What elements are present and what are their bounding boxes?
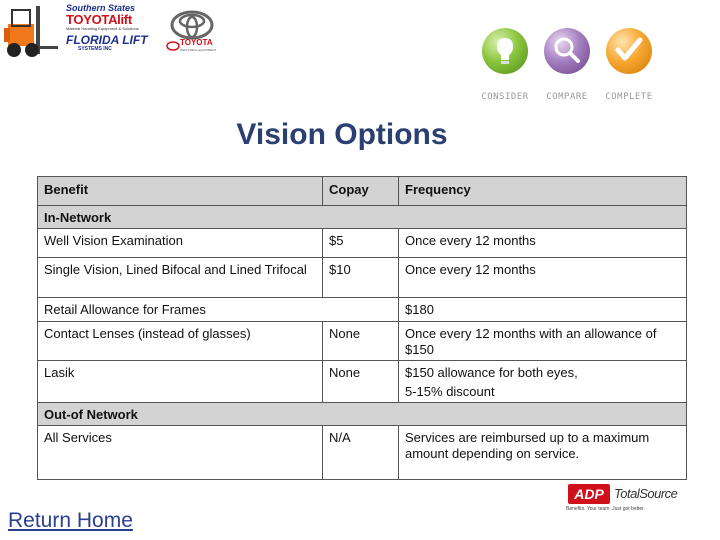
header-frequency: Frequency xyxy=(398,177,686,205)
lightbulb-icon xyxy=(482,28,528,74)
table-row xyxy=(37,298,687,322)
in-network-label: In-Network xyxy=(44,210,112,225)
step-consider xyxy=(478,28,532,102)
benefit-cell: Contact Lenses (instead of glasses) xyxy=(44,326,251,341)
copay-cell: N/A xyxy=(322,426,398,479)
merged-allowance-cell: $180 xyxy=(398,298,686,321)
toyota-bottom-name: TOYOTA xyxy=(180,38,213,47)
vision-options-table xyxy=(37,176,687,480)
table-row xyxy=(37,229,687,258)
section-in-network xyxy=(37,206,687,229)
copay-cell: $5 xyxy=(322,229,398,257)
magnifier-icon xyxy=(544,28,590,74)
florida-lift-name: FLORIDA LIFT xyxy=(66,33,148,47)
southern-states-name: Southern States xyxy=(66,3,136,13)
frequency-cell: Once every 12 months with an allowance of $150 xyxy=(398,322,686,360)
section-out-of-network xyxy=(37,403,687,426)
merged-spacer xyxy=(322,298,398,321)
copay-cell: None xyxy=(322,361,398,402)
frequency-cell xyxy=(398,361,686,402)
toyotalift-name: TOYOTAlift xyxy=(66,12,132,27)
frequency-cell: Once every 12 months xyxy=(398,229,686,257)
benefit-cell: Single Vision, Lined Bifocal and Lined Trifocal xyxy=(44,262,307,277)
process-steps xyxy=(478,28,658,108)
adp-mark: ADP xyxy=(568,484,610,504)
copay-cell: $10 xyxy=(322,258,398,297)
step-complete xyxy=(602,28,656,102)
checkmark-icon xyxy=(606,28,652,74)
out-network-label: Out-of Network xyxy=(44,407,138,422)
table-row xyxy=(37,258,687,298)
frequency-line: 5-15% discount xyxy=(405,384,495,399)
frequency-cell: Once every 12 months xyxy=(398,258,686,297)
step-complete-label: COMPLETE xyxy=(605,92,653,102)
southern-states-logo xyxy=(66,3,162,52)
table-row xyxy=(37,361,687,403)
step-compare-label: COMPARE xyxy=(546,92,588,102)
benefit-cell: All Services xyxy=(44,430,112,445)
table-header-row xyxy=(37,176,687,206)
table-row xyxy=(37,426,687,480)
table-row xyxy=(37,322,687,361)
benefit-cell: Lasik xyxy=(44,365,75,380)
frequency-line: $150 allowance for both eyes, xyxy=(405,365,578,380)
step-compare xyxy=(540,28,594,102)
forklift-icon xyxy=(2,2,64,64)
adp-tagline: Benefits. Your team. Just got better. xyxy=(566,506,645,512)
florida-lift-sub: SYSTEMS INC xyxy=(78,46,112,52)
adp-name: TotalSource xyxy=(614,486,678,501)
adp-totalsource-logo xyxy=(566,484,686,520)
toyota-emblem-icon xyxy=(168,8,216,42)
frequency-cell: Services are reimbursed up to a maximum amount depending on service. xyxy=(398,426,686,479)
southern-states-tagline: Material Handling Equipment & Solutions xyxy=(66,26,139,31)
return-home-link[interactable]: Return Home xyxy=(8,509,133,532)
step-consider-label: CONSIDER xyxy=(481,92,529,102)
page-title: Vision Options xyxy=(236,118,448,151)
header-copay: Copay xyxy=(322,177,398,205)
header-benefit: Benefit xyxy=(44,182,89,197)
copay-cell: None xyxy=(322,322,398,360)
company-logo-block xyxy=(0,0,228,66)
benefit-cell: Retail Allowance for Frames xyxy=(44,302,206,317)
benefit-cell: Well Vision Examination xyxy=(44,233,183,248)
toyota-bottom-sub: INDUSTRIAL EQUIPMENT xyxy=(180,48,217,52)
